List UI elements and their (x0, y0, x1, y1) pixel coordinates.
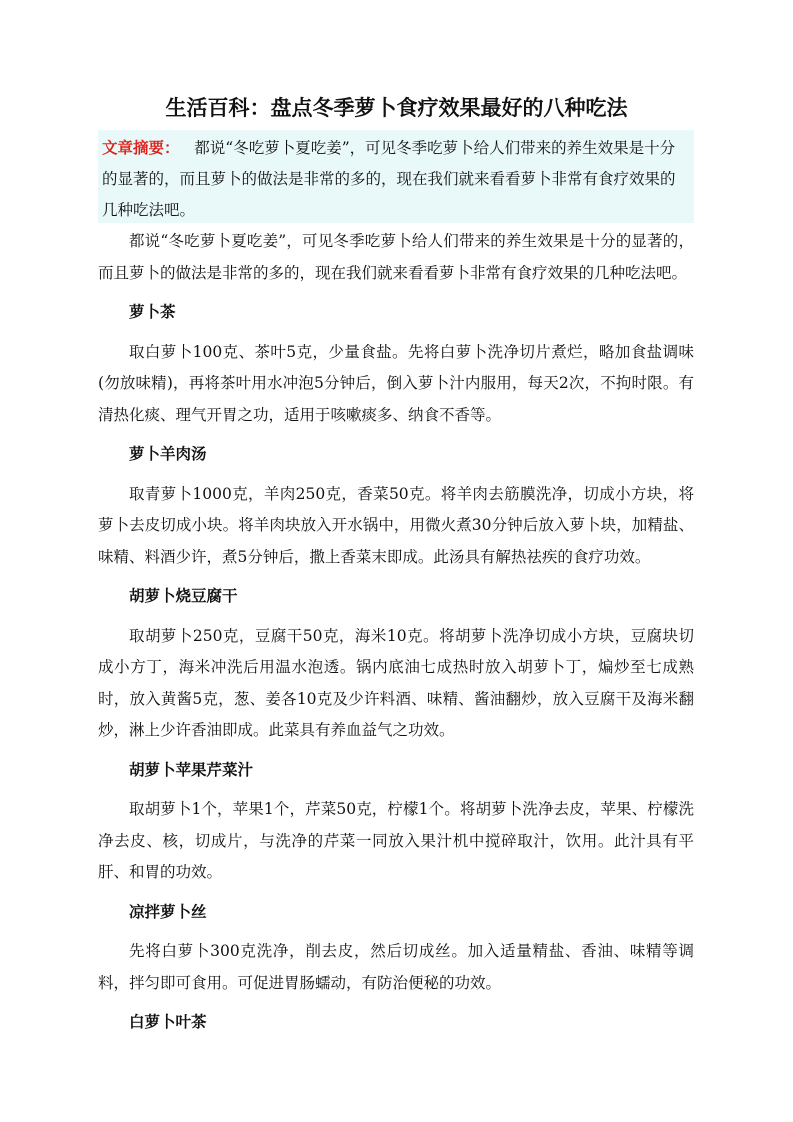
intro-paragraph: 都说“冬吃萝卜夏吃姜”，可见冬季吃萝卜给人们带来的养生效果是十分的显著的，而且萝卜的做法是非常的多的，现在我们就来看看萝卜非常有食疗效果的几种吃法吧。 (98, 232, 694, 282)
article-abstract (98, 130, 694, 223)
section-heading: 胡萝卜烧豆腐干 (129, 587, 238, 605)
page-title: 生活百科：盘点冬季萝卜食疗效果最好的八种吃法 (165, 96, 628, 120)
section-heading: 凉拌萝卜丝 (129, 902, 207, 921)
abstract-label: 文章摘要： (102, 139, 180, 157)
section-heading: 萝卜茶 (129, 303, 176, 321)
section-paragraph: 取胡萝卜250克，豆腐干50克，海米10克。将胡萝卜洗净切成小方块，豆腐块切成小方丁，海米冲洗后用温水泡透。锅内底油七成热时放入胡萝卜丁，煸炒至七成熟时，放入黄酱5克，葱、姜各10克及少许料酒、味精、酱油翻炒，放入豆腐干及海米翻炒，淋上少许香油即成。此菜具有养血益气之功效。 (98, 626, 694, 739)
section-paragraph: 取白萝卜100克、茶叶5克，少量食盐。先将白萝卜洗净切片煮烂，略加食盐调味(勿放味精)，再将茶叶用水冲泡5分钟后，倒入萝卜汁内服用，每天2次，不拘时限。有清热化痰、理气开胃之功，适用于咳嗽痰多、纳食不香等。 (98, 342, 694, 424)
abstract-text: 都说“冬吃萝卜夏吃姜”，可见冬季吃萝卜给人们带来的养生效果是十分的显著的，而且萝卜的做法是非常的多的，现在我们就来看看萝卜非常有食疗效果的几种吃法吧。 (102, 139, 676, 219)
section-heading: 白萝卜叶茶 (129, 1013, 207, 1031)
section-paragraph: 取青萝卜1000克，羊肉250克，香菜50克。将羊肉去筋膜洗净，切成小方块，将萝卜去皮切成小块。将羊肉块放入开水锅中，用微火煮30分钟后放入萝卜块，加精盐、味精、料酒少许，煮5分钟后，撒上香菜末即成。此汤具有解热祛疾的食疗功效。 (98, 484, 694, 566)
article-body (98, 226, 694, 1047)
section-heading: 萝卜羊肉汤 (129, 445, 207, 463)
section-heading: 胡萝卜苹果芹菜汁 (129, 760, 254, 779)
section-paragraph: 取胡萝卜1个，苹果1个，芹菜50克，柠檬1个。将胡萝卜洗净去皮，苹果、柠檬洗净去皮、核，切成片，与洗净的芹菜一同放入果汁机中搅碎取汁，饮用。此汁具有平肝、和胃的功效。 (98, 800, 694, 881)
section-paragraph: 先将白萝卜300克洗净，削去皮，然后切成丝。加入适量精盐、香油、味精等调料，拌匀即可食用。可促进胃肠蠕动，有防治便秘的功效。 (98, 942, 694, 992)
